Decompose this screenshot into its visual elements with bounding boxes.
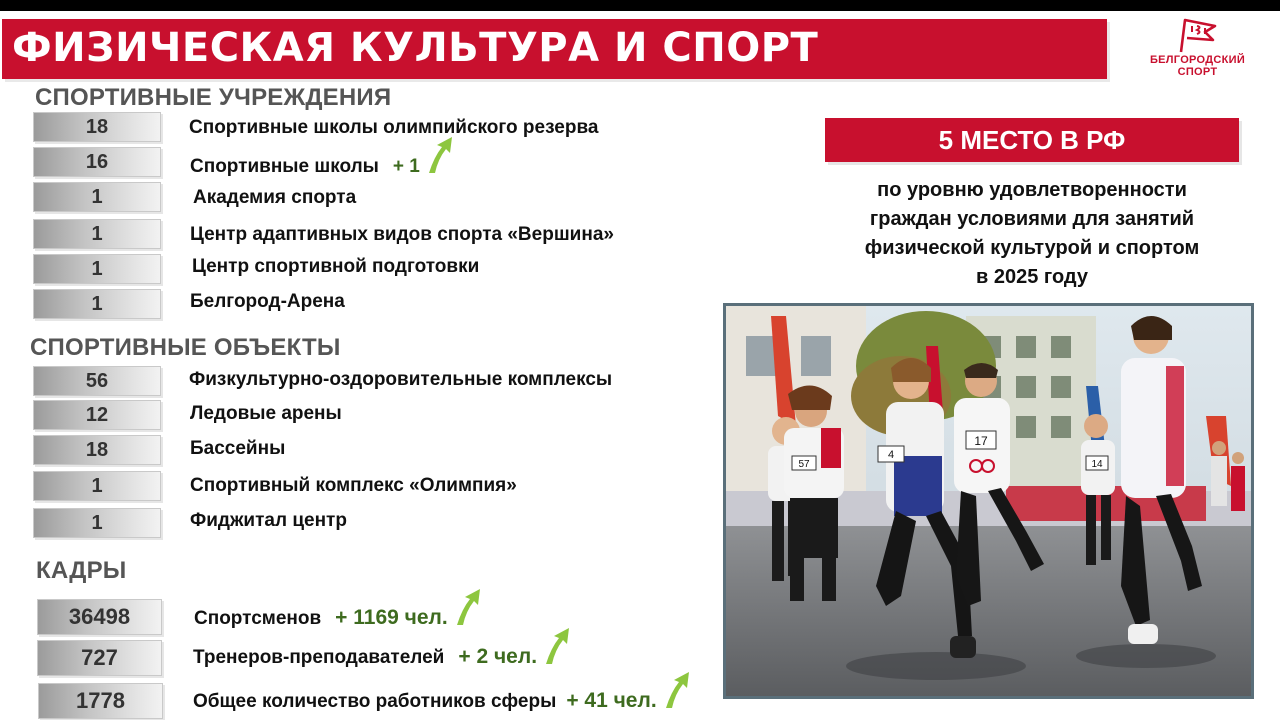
value-box: 16 <box>33 147 161 177</box>
arrow-up-icon <box>543 644 573 672</box>
item-label: Фиджитал центр <box>190 510 347 531</box>
item-label: Белгород-Арена <box>190 291 345 312</box>
rank-description <box>825 176 1239 292</box>
bib-number: 17 <box>974 434 988 448</box>
item-label: Спортивные школы олимпийского резерва <box>189 117 599 138</box>
item-label: Тренеров-преподавателей <box>193 647 445 669</box>
bib-number: 57 <box>798 459 810 470</box>
item-label: Общее количество работников сферы <box>193 691 557 713</box>
value-box: 1 <box>33 219 161 249</box>
bib-number: 14 <box>1091 459 1103 470</box>
item-label-group <box>193 644 573 672</box>
value-box: 1 <box>33 289 161 319</box>
item-label-group <box>190 153 456 181</box>
value-box: 1778 <box>38 683 163 719</box>
section-objects: СПОРТИВНЫЕ ОБЪЕКТЫ <box>30 334 341 361</box>
bib-number: 4 <box>887 449 895 461</box>
item-label: Центр спортивной подготовки <box>192 256 480 277</box>
rank-line-3: физической культурой и спортом <box>864 237 1200 259</box>
value-box: 18 <box>33 112 161 142</box>
arrow-up-icon <box>426 153 456 181</box>
logo-line-1: БЕЛГОРОДСКИЙ <box>1149 54 1246 66</box>
logo-line-2: СПОРТ <box>1177 66 1218 78</box>
flag-icon <box>1175 18 1221 54</box>
item-label: Спортивные школы <box>190 156 379 178</box>
item-label: Спортсменов <box>194 608 322 630</box>
item-label: Спортивный комплекс «Олимпия» <box>190 475 517 496</box>
item-label: Ледовые арены <box>190 403 342 424</box>
page-title: ФИЗИЧЕСКАЯ КУЛЬТУРА И СПОРТ <box>12 25 819 71</box>
photo-illustration <box>726 306 1251 696</box>
rank-title: 5 МЕСТО В РФ <box>938 125 1126 155</box>
item-label: Бассейны <box>190 438 286 459</box>
value-box: 1 <box>33 182 161 212</box>
value-box: 12 <box>33 400 161 430</box>
value-box: 1 <box>33 471 161 501</box>
increase-value: + 1 <box>392 156 420 178</box>
rank-line-4: в 2025 году <box>976 266 1088 288</box>
rank-banner <box>825 118 1239 162</box>
item-label-group <box>194 605 484 633</box>
arrow-up-icon <box>663 688 693 716</box>
top-border <box>0 0 1280 11</box>
value-box: 1 <box>33 254 161 284</box>
header-bar <box>2 19 1107 79</box>
value-box: 18 <box>33 435 161 465</box>
rank-line-1: по уровню удовлетворенности <box>877 179 1187 201</box>
item-label: Физкультурно-оздоровительные комплексы <box>189 369 613 390</box>
value-box: 727 <box>37 640 162 676</box>
running-event-photo <box>723 303 1254 699</box>
increase-value: + 41 чел. <box>566 689 657 713</box>
arrow-up-icon <box>454 605 484 633</box>
value-box: 36498 <box>37 599 162 635</box>
increase-value: + 1169 чел. <box>335 606 448 630</box>
value-box: 1 <box>33 508 161 538</box>
rank-line-2: граждан условиями для занятий <box>869 208 1195 230</box>
item-label-group <box>193 688 693 716</box>
item-label: Академия спорта <box>193 187 357 208</box>
item-label: Центр адаптивных видов спорта «Вершина» <box>190 224 614 245</box>
section-institutions: СПОРТИВНЫЕ УЧРЕЖДЕНИЯ <box>35 84 392 111</box>
value-box: 56 <box>33 366 161 396</box>
logo <box>1140 18 1255 84</box>
section-staff: КАДРЫ <box>36 557 127 584</box>
increase-value: + 2 чел. <box>458 645 538 669</box>
